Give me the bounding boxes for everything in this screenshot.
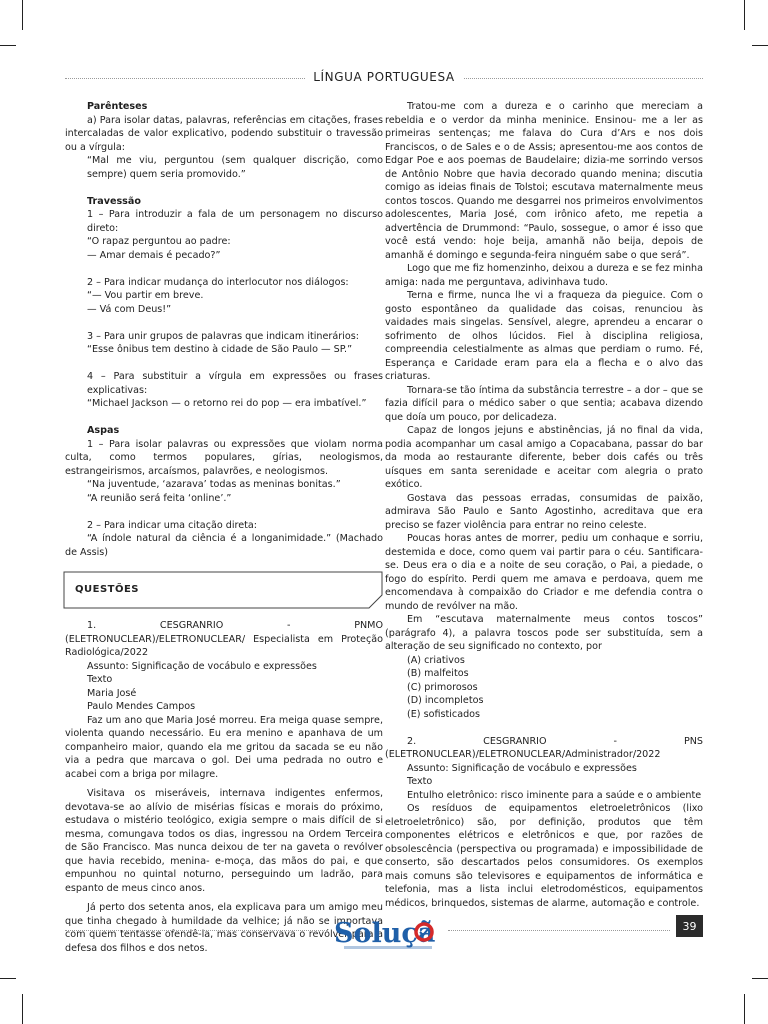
- crop-mark-top-right-h: [752, 45, 768, 46]
- aspas-item-1-example-2: “A reunião será feita ‘online’.”: [87, 492, 232, 504]
- logo-tagline-bar: [344, 946, 432, 949]
- crop-mark-bottom-right-v: [744, 994, 745, 1024]
- story-paragraph-9: Gostava das pessoas erradas, consumidas de paixão, admirava São Paulo e Santo Agostinho, acreditava que era preciso se fazer violência para entrar no reino celeste.: [385, 492, 703, 531]
- solucao-logo-mark: [332, 908, 442, 954]
- aspas-item-2: 2 – Para indicar uma citação direta:: [87, 519, 258, 531]
- question-1-title: 1. CESGRANRIO - PNMO (ELETRONUCLEAR)/ELETRONUCLEAR/ Especialista em Proteção Radiológica/2022: [65, 620, 383, 658]
- question-1-paragraph-3: Já perto dos setenta anos, ela explicava para um amigo meu que tinha chegado à humildade da velhice; já não se importava com quem tentasse ofendê-la, mas conservava o revólver para a defesa dos filhos e dos netos.: [65, 902, 383, 954]
- travessao-item-3-example: “Esse ônibus tem destino à cidade de São Paulo — SP.”: [87, 344, 353, 355]
- questoes-label: QUESTÕES: [75, 584, 140, 595]
- right-column: [385, 100, 703, 910]
- crop-mark-bottom-left-v: [22, 994, 23, 1024]
- question-1-option-a: (A) criativos: [407, 654, 465, 666]
- story-paragraph-7: Tornara-se tão íntima da substância terrestre – a dor – que se fazia difícil para o médico saber o que sentia; acabava dizendo que doía um pouco, por delicadeza.: [385, 384, 703, 423]
- questoes-section-banner: [63, 571, 383, 609]
- page-number-box: [676, 915, 703, 937]
- parenteses-rule-a: a) Para isolar datas, palavras, referências em citações, frases intercaladas de valor explicativo, podendo substituir o travessão ou a vírgula:: [65, 114, 383, 153]
- story-paragraph-10: Poucas horas antes de morrer, pediu um conhaque e sorriu, destemida e doce, como quem vai partir para o céu. Santificara-se. Deus era o dia e a noite de seu coração, o Pai, a piedade, o fogo do espírito. Perdi quem me amava e perdoava, quem me encomendava à compaixão do Criador e me defendia contra o mundo de revólver na mão.: [385, 533, 703, 612]
- question-1-paragraph-1: Faz um ano que Maria José morreu. Era meiga quase sempre, violenta quando necessário. Eu era menino e apanhava de um companheiro maior, quando ela me gritou da sacada se eu não via a pedra que marcava o gol. Dei uma pedrada no outro e acabei com a briga por milagre.: [65, 714, 383, 780]
- parenteses-example: “Mal me viu, perguntou (sem qualquer discrição, como sempre) quem seria promovido.”: [87, 155, 383, 180]
- question-1-texto-label: Texto: [87, 674, 113, 685]
- question-1-texto-title: Maria José: [87, 687, 137, 699]
- travessao-item-1-example-1: “O rapaz perguntou ao padre:: [87, 236, 231, 247]
- question-1-option-d: (D) incompletos: [407, 695, 484, 706]
- crop-mark-top-left-v: [22, 0, 23, 30]
- travessao-item-3: 3 – Para unir grupos de palavras que indicam itinerários:: [87, 330, 359, 342]
- story-paragraph-6: Terna e firme, nunca lhe vi a fraqueza da pieguice. Com o gosto espontâneo da qualidade das coisas, renunciou às vaidades mais singelas. Sensível, alegre, aprendeu a encarar o sofrimento de olhos lúcidos. Fiel à disciplina religiosa, compreendia celestialmente as almas que perdiam o rumo. Fé, Esperança e Caridade eram para ela a flecha e o alvo das criaturas.: [385, 290, 703, 382]
- question-1-option-e: (E) sofisticados: [407, 708, 481, 720]
- question-2-texto-label: Texto: [407, 776, 433, 787]
- crop-mark-bottom-right-h: [752, 978, 768, 979]
- travessao-item-2: 2 – Para indicar mudança do interlocutor nos diálogos:: [87, 276, 349, 288]
- question-1-paragraph-2: Visitava os miseráveis, internava indigentes enfermos, devotava-se ao alívio de misérias físicas e morais do próximo, estudava o mistério teológico, exigia sempre o mais difícil de si mesma, comungava todos os dias, ingressou na Ordem Terceira de São Francisco. Mas nunca deixou de ter na gaveta o revólver que havia recebido, menina- e-moça, das mãos do pai, e que empunhou no quintal noturno, perseguindo um ladrão, para espanto de meus cinco anos.: [65, 788, 383, 894]
- travessao-item-4-example: “Michael Jackson — o retorno rei do pop — era imbatível.”: [87, 398, 367, 409]
- travessao-item-4: 4 – Para substituir a vírgula em expressões ou frases explicativas:: [87, 371, 383, 396]
- footer-rule-right: [448, 930, 670, 931]
- story-paragraph-8: Capaz de longos jejuns e abstinências, já no final da vida, podia acompanhar um casal amigo a Copacabana, passar do bar da moda ao restaurante diferente, beber dois cafés ou três uísques em santa serenidade e aceitar com alegria o prato exótico.: [385, 425, 703, 490]
- question-2-texto-title: Entulho eletrônico: risco iminente para a saúde e o ambiente: [407, 789, 702, 801]
- travessao-item-2-example-1: “— Vou partir em breve.: [87, 290, 204, 301]
- question-2-paragraph-1: Os resíduos de equipamentos eletroeletrônicos (lixo eletroeletrônico) são, por definição, produtos que têm componentes elétricos e eletrônicos e que, por razões de obsolescência (perspectiva ou programada) e impossibilidade de conserto, são descartados pelos consumidores. Os exemplos mais comuns são televisores e equipamentos de informática e telefonia, mas a lista inclui eletrodomésticos, equipamentos médicos, brinquedos, sistemas de alarme, automação e controle.: [385, 803, 703, 909]
- crop-mark-top-left-h: [0, 45, 16, 46]
- page-header-title: [0, 70, 768, 84]
- crop-mark-top-right-v: [744, 0, 745, 30]
- aspas-item-1-example-1: “Na juventude, ‘azarava’ todas as meninas bonitas.”: [87, 479, 341, 490]
- header-title-text: LÍNGUA PORTUGUESA: [305, 70, 462, 84]
- question-1-assunto: Assunto: Significação de vocábulo e expressões: [87, 660, 317, 672]
- question-1-option-c: (C) primorosos: [407, 681, 478, 693]
- story-paragraph-5: Logo que me fiz homenzinho, deixou a dureza e se fez minha amiga: nada me perguntava, adivinhava tudo.: [385, 263, 703, 288]
- aspas-heading: Aspas: [87, 425, 120, 436]
- question-1-option-b: (B) malfeitos: [407, 668, 469, 679]
- question-2-title: 2. CESGRANRIO - PNS (ELETRONUCLEAR)/ELETRONUCLEAR/Administrador/2022: [385, 735, 703, 760]
- parenteses-heading: Parênteses: [87, 101, 148, 112]
- question-2-assunto: Assunto: Significação de vocábulo e expressões: [407, 762, 637, 774]
- question-1-stem: Em “escutava maternalmente meus contos toscos” (parágrafo 4), a palavra toscos pode ser substituída, sem a alteração de seu significado no contexto, por: [385, 614, 703, 652]
- travessao-item-1: 1 – Para introduzir a fala de um personagem no discurso direto:: [87, 209, 383, 234]
- publisher-logo: [332, 908, 442, 954]
- question-1-author: Paulo Mendes Campos: [87, 701, 196, 712]
- left-column: [65, 100, 383, 955]
- story-paragraph-4: Tratou-me com a dureza e o carinho que mereciam a rebeldia e o verdor da minha meninice. Ensinou- me a ler as primeiras sentenças; me falava do Cura d’Ars e nos dois Franciscos, o de Sales e o de Assis; apresentou-me aos contos de Edgar Poe e aos poemas de Baudelaire; dizia-me sorrindo versos de Antônio Nobre que havia decorado quando menina; discutia comigo as ideias finais de Tolstoi; escutava maternalmente meus contos toscos. Quando me desgarrei nos primeiros envolvimentos adolescentes, Maria José, com irônico afeto, me repetia a advertência de Drummond: “Paulo, sossegue, o amor é isso que você está vendo: hoje beija, amanhã não beija, depois de amanhã é domingo e segunda-feira ninguém sabe o que será”.: [385, 101, 703, 261]
- crop-mark-bottom-left-h: [0, 978, 16, 979]
- page-number: 39: [682, 919, 697, 933]
- footer-rule-left: [65, 930, 327, 931]
- aspas-item-2-example: “A índole natural da ciência é a longanimidade.” (Machado de Assis): [65, 533, 383, 558]
- travessao-heading: Travessão: [87, 195, 141, 207]
- travessao-item-2-example-2: — Vá com Deus!”: [87, 303, 172, 315]
- aspas-item-1: 1 – Para isolar palavras ou expressões que violam norma culta, como termos populares, gírias, neologismos, estrangeirismos, arcaísmos, palavrões, e neologismos.: [65, 438, 383, 477]
- logo-wordmark: Soluçã: [334, 918, 436, 949]
- travessao-item-1-example-2: — Amar demais é pecado?”: [87, 249, 221, 261]
